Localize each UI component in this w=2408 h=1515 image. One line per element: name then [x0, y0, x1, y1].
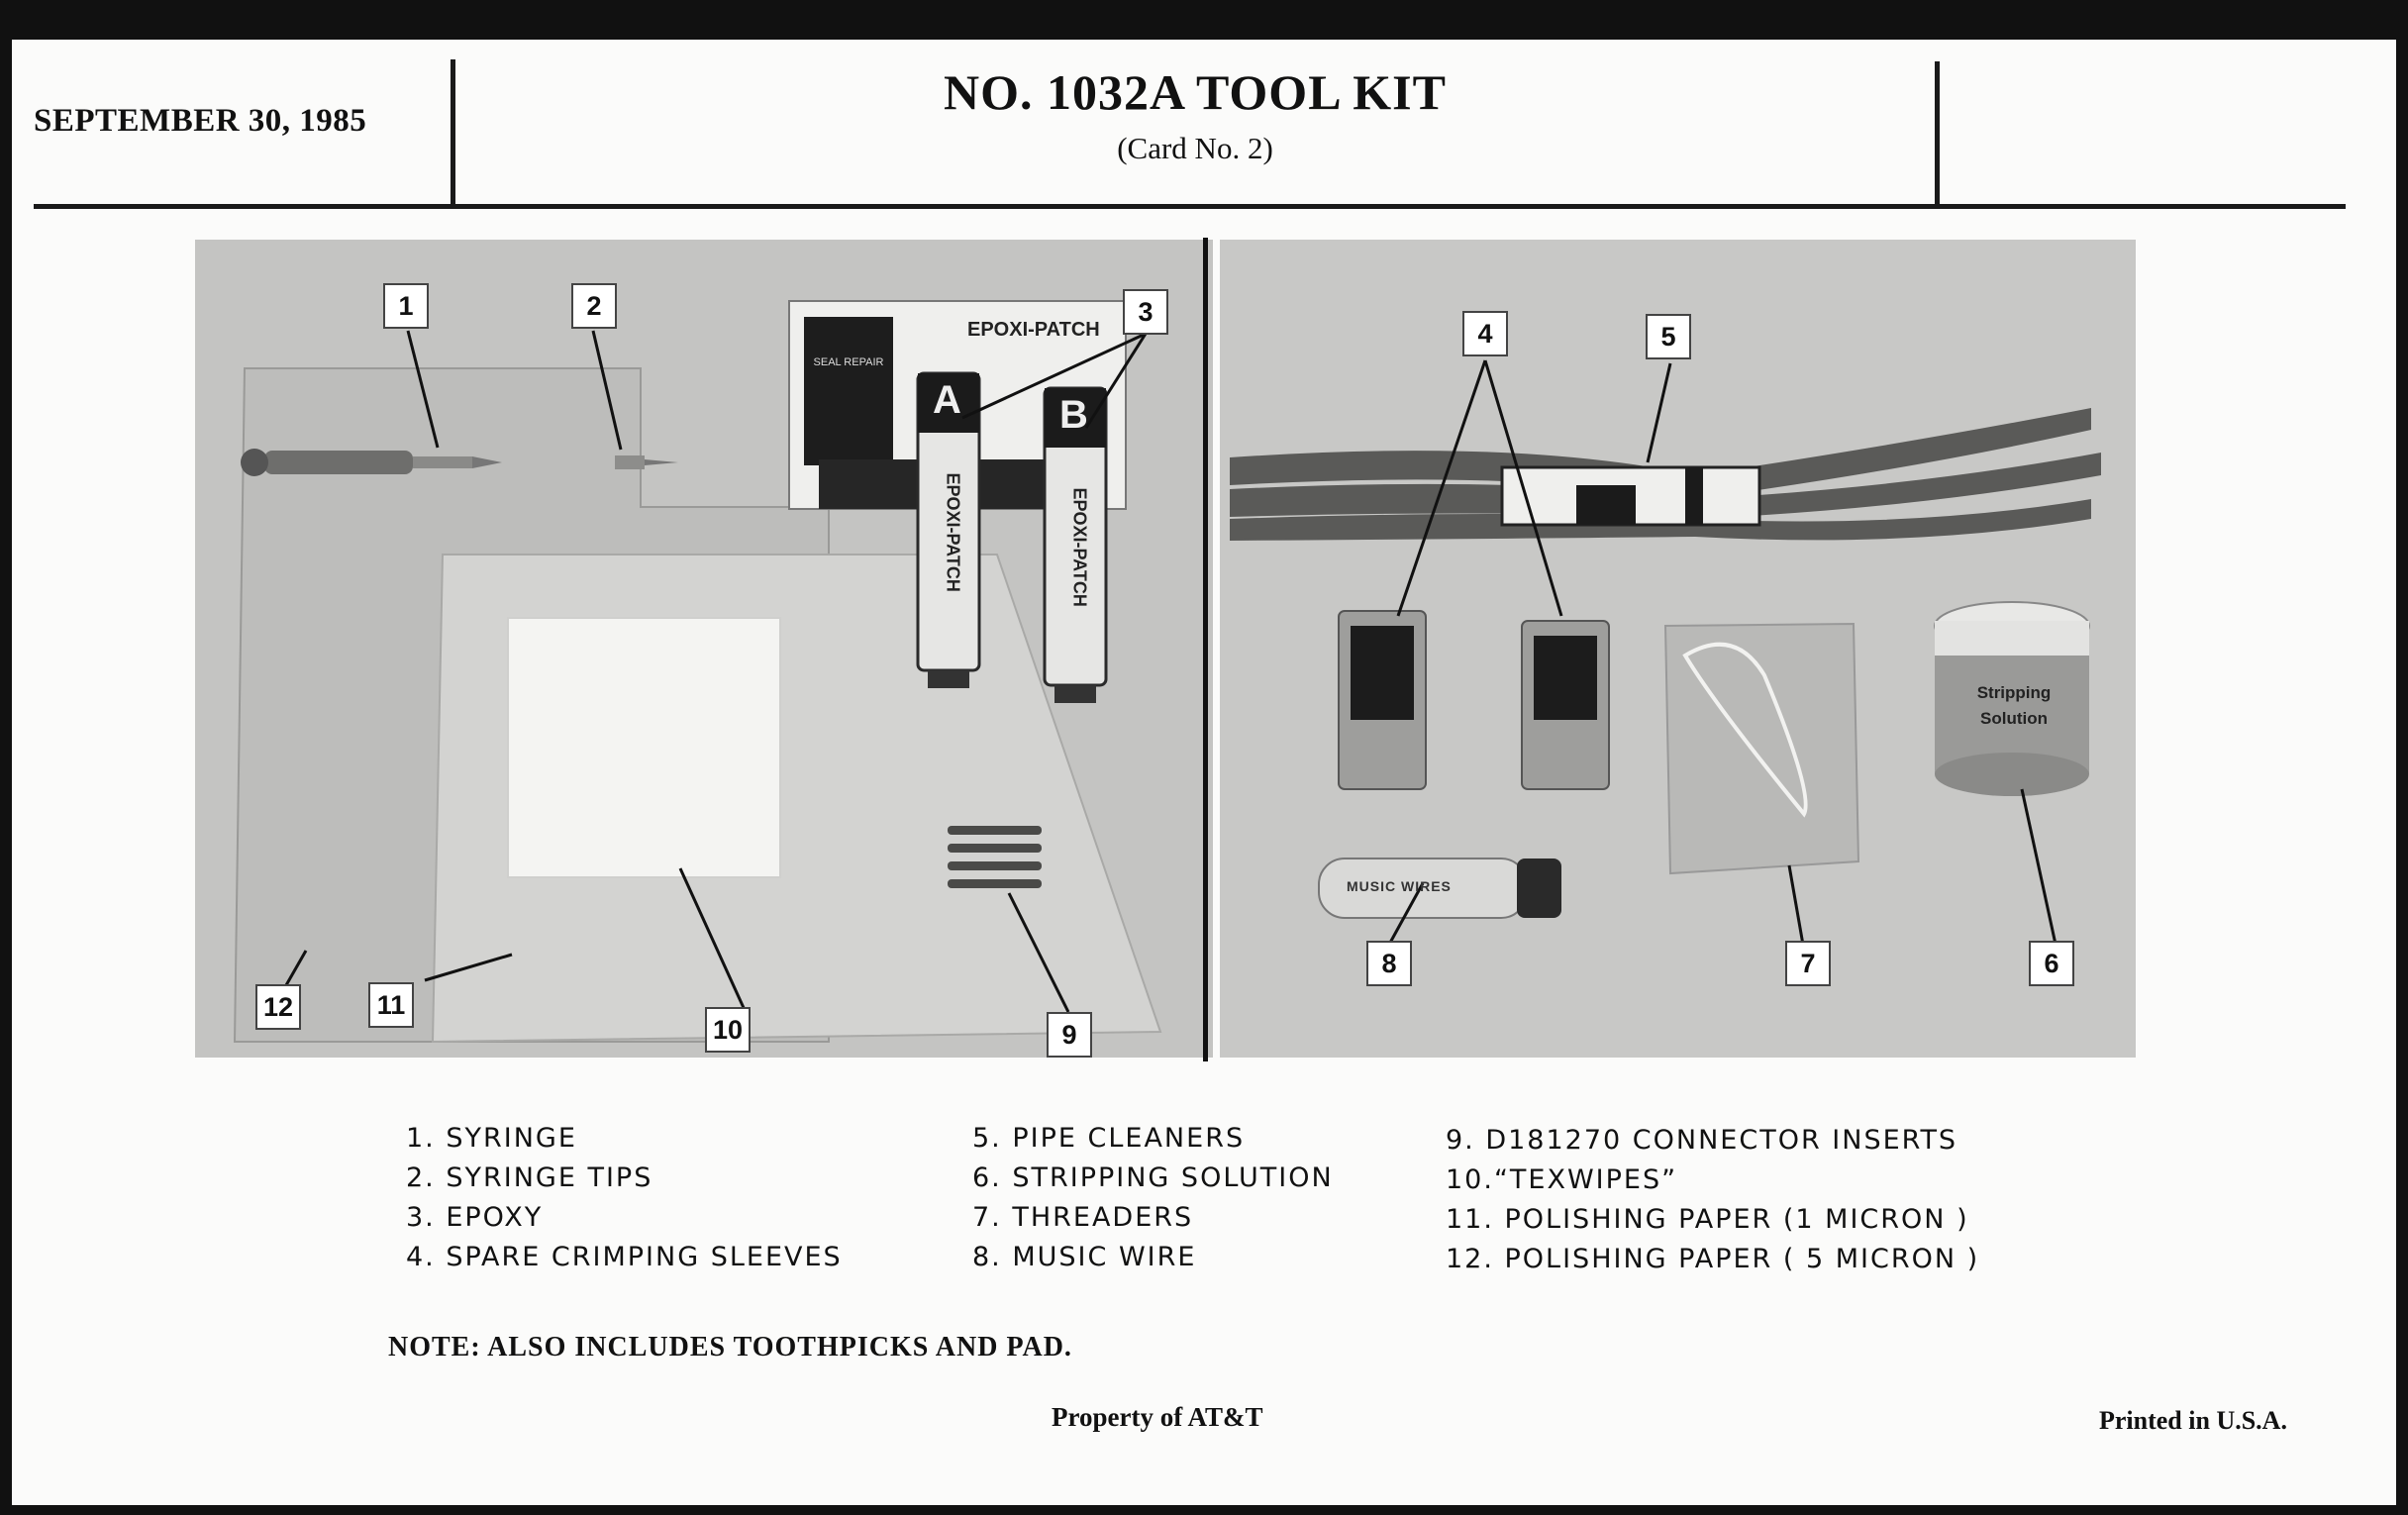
- legend-item: 8. MUSIC WIRE: [972, 1242, 1197, 1272]
- legend-item: 1. SYRINGE: [406, 1123, 577, 1154]
- legend-item: 10.“TEXWIPES”: [1446, 1164, 1678, 1195]
- card-date: SEPTEMBER 30, 1985: [34, 103, 367, 139]
- legend-item: 2. SYRINGE TIPS: [406, 1162, 653, 1193]
- photo-left-illustration: [195, 240, 1213, 1058]
- callout-7: 7: [1785, 941, 1831, 986]
- callout-9: 9: [1047, 1012, 1092, 1058]
- header-divider-right: [1935, 61, 1940, 207]
- legend-item: 6. STRIPPING SOLUTION: [972, 1162, 1334, 1193]
- photo-right-illustration: [1220, 240, 2136, 1058]
- legend-item: 3. EPOXY: [406, 1202, 544, 1233]
- legend-item: 7. THREADERS: [972, 1202, 1194, 1233]
- callout-8: 8: [1366, 941, 1412, 986]
- seal-repair-label: SEAL REPAIR: [813, 356, 884, 368]
- photo-right: [1220, 240, 2136, 1058]
- header-rule: [34, 204, 2346, 209]
- legend-column-2: [972, 1119, 1334, 1277]
- kit-note: NOTE: ALSO INCLUDES TOOTHPICKS AND PAD.: [388, 1332, 1072, 1363]
- tool-kit-card: [12, 40, 2396, 1505]
- printed-notice: Printed in U.S.A.: [2099, 1406, 2287, 1435]
- callout-4: 4: [1462, 311, 1508, 356]
- card-subtitle: (Card No. 2): [1117, 131, 1273, 165]
- callout-10: 10: [705, 1007, 751, 1053]
- callout-11: 11: [368, 982, 414, 1028]
- callout-12: 12: [255, 984, 301, 1030]
- music-wires-label: MUSIC WIRES: [1347, 878, 1452, 894]
- legend-column-3: [1446, 1121, 1979, 1279]
- legend-item: 11. POLISHING PAPER (1 MICRON ): [1446, 1204, 1969, 1235]
- tube-b-letter: B: [1059, 393, 1088, 437]
- callout-6: 6: [2029, 941, 2074, 986]
- callout-5: 5: [1646, 314, 1691, 359]
- card-title: NO. 1032A TOOL KIT: [944, 64, 1447, 120]
- callout-3: 3: [1123, 289, 1168, 335]
- legend-item: 4. SPARE CRIMPING SLEEVES: [406, 1242, 843, 1272]
- legend-item: 9. D181270 CONNECTOR INSERTS: [1446, 1125, 1958, 1156]
- tube-b-text: EPOXI-PATCH: [1069, 487, 1090, 607]
- photo-divider: [1203, 238, 1208, 1061]
- callout-1: 1: [383, 283, 429, 329]
- legend-item: 5. PIPE CLEANERS: [972, 1123, 1246, 1154]
- tube-a-text: EPOXI-PATCH: [943, 472, 963, 592]
- epoxy-package-label: EPOXI-PATCH: [967, 319, 1100, 341]
- tube-a-letter: A: [933, 378, 961, 422]
- property-notice: Property of AT&T: [1052, 1402, 1263, 1432]
- photo-left: [195, 240, 1213, 1058]
- callout-2: 2: [571, 283, 617, 329]
- legend-item: 12. POLISHING PAPER ( 5 MICRON ): [1446, 1244, 1980, 1274]
- legend-column-1: [406, 1119, 843, 1277]
- stripping-solution-label: Stripping Solution: [1976, 683, 2052, 728]
